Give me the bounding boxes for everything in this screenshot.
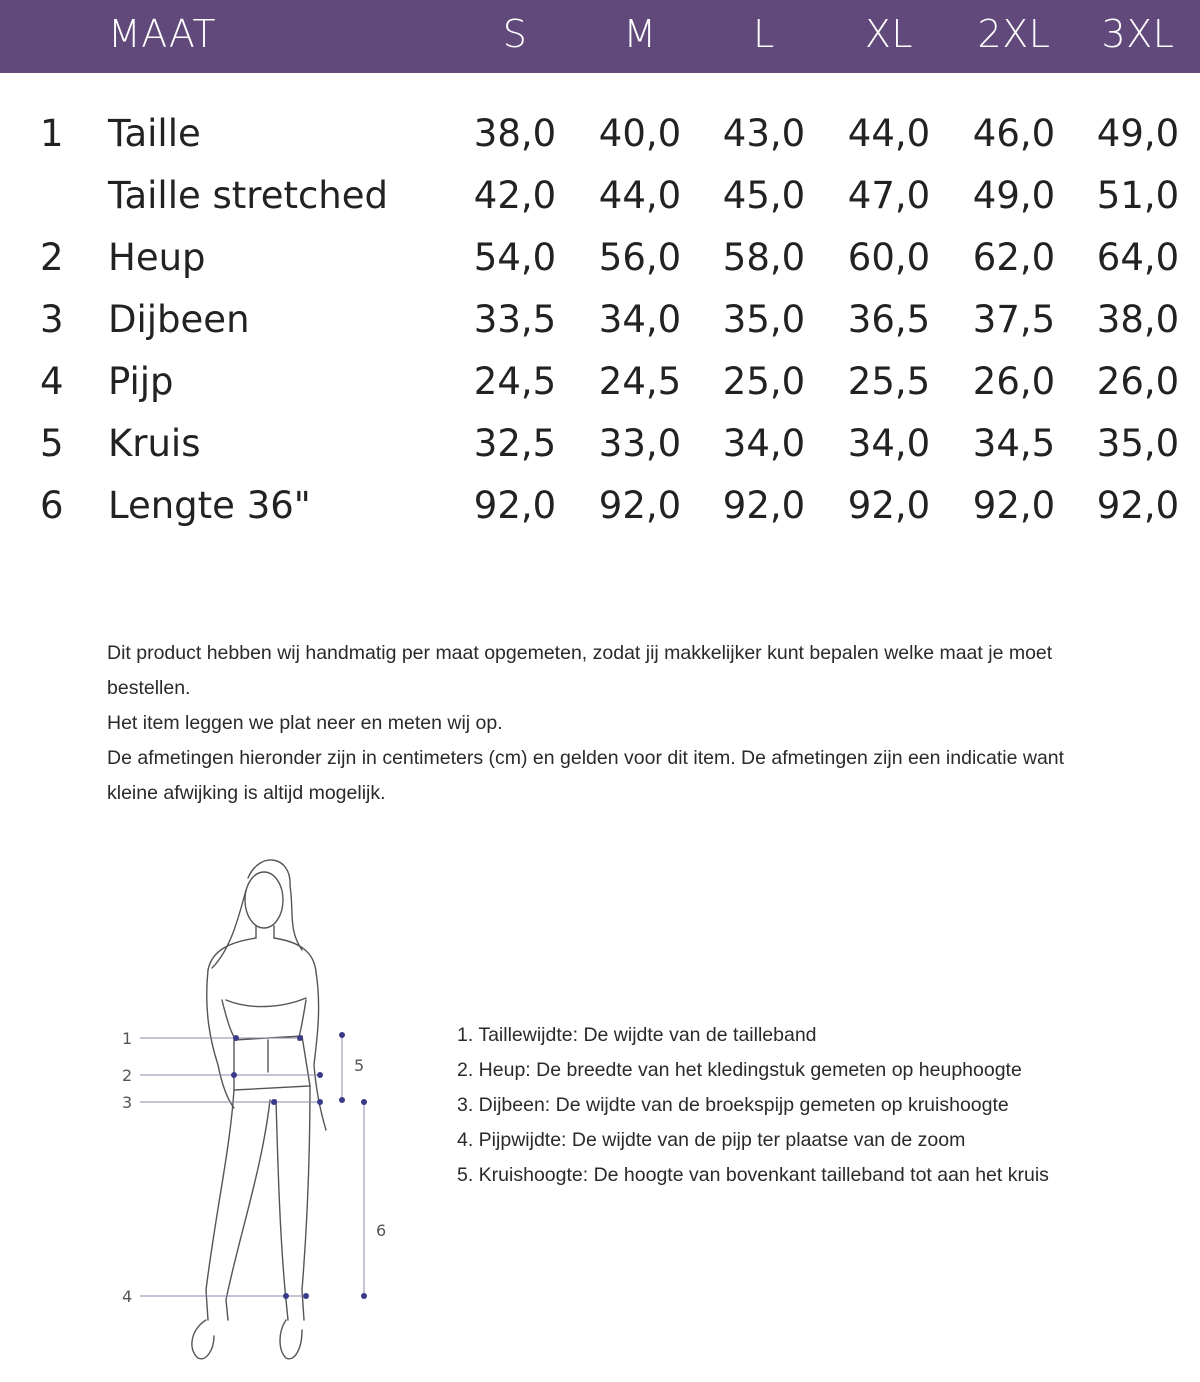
value-cell: 92,0 <box>1096 484 1180 527</box>
size-header-xl: XL <box>864 12 914 56</box>
row-label: Taille <box>108 112 201 155</box>
table-row-heup <box>0 236 1200 298</box>
description-paragraph: De afmetingen hieronder zijn in centimeters (cm) en gelden voor dit item. De afmetingen zijn een indicatie want kleine afwijking is altijd mogelijk. <box>107 747 1065 804</box>
size-header-2xl: 2XL <box>977 12 1051 56</box>
marker-5: 5 <box>354 1056 365 1075</box>
value-cell: 33,5 <box>473 298 557 341</box>
value-cell: 26,0 <box>972 360 1056 403</box>
woman-jeans-illustration <box>110 850 410 1370</box>
measurement-figure <box>110 850 410 1370</box>
value-cell: 58,0 <box>722 236 806 279</box>
value-cell: 54,0 <box>473 236 557 279</box>
measurement-description <box>107 636 1087 811</box>
measurement-legend <box>457 1018 1077 1193</box>
value-cell: 45,0 <box>722 174 806 217</box>
value-cell: 35,0 <box>1096 422 1180 465</box>
value-cell: 44,0 <box>598 174 682 217</box>
marker-3: 3 <box>122 1093 133 1112</box>
marker-2: 2 <box>122 1066 133 1085</box>
value-cell: 92,0 <box>722 484 806 527</box>
value-cell: 56,0 <box>598 236 682 279</box>
marker-6: 6 <box>376 1221 387 1240</box>
value-cell: 92,0 <box>473 484 557 527</box>
size-header-s: S <box>502 12 528 56</box>
value-cell: 43,0 <box>722 112 806 155</box>
value-cell: 25,5 <box>847 360 931 403</box>
size-header-m: M <box>623 12 657 56</box>
value-cell: 35,0 <box>722 298 806 341</box>
table-row-taille-stretched <box>0 174 1200 236</box>
value-cell: 38,0 <box>473 112 557 155</box>
value-cell: 36,5 <box>847 298 931 341</box>
row-label: Heup <box>108 236 206 279</box>
value-cell: 24,5 <box>598 360 682 403</box>
marker-4: 4 <box>122 1287 133 1306</box>
value-cell: 24,5 <box>473 360 557 403</box>
value-cell: 34,0 <box>598 298 682 341</box>
legend-item: 4. Pijpwijdte: De wijdte van de pijp ter plaatse van de zoom <box>457 1129 966 1151</box>
value-cell: 92,0 <box>598 484 682 527</box>
value-cell: 51,0 <box>1096 174 1180 217</box>
value-cell: 25,0 <box>722 360 806 403</box>
value-cell: 34,5 <box>972 422 1056 465</box>
value-cell: 37,5 <box>972 298 1056 341</box>
row-number: 5 <box>40 422 64 465</box>
value-cell: 40,0 <box>598 112 682 155</box>
value-cell: 60,0 <box>847 236 931 279</box>
size-header-3xl: 3XL <box>1101 12 1175 56</box>
size-header-l: L <box>753 12 775 56</box>
value-cell: 49,0 <box>1096 112 1180 155</box>
row-number: 6 <box>40 484 64 527</box>
legend-item: 5. Kruishoogte: De hoogte van bovenkant tailleband tot aan het kruis <box>457 1164 1049 1186</box>
value-cell: 64,0 <box>1096 236 1180 279</box>
value-cell: 44,0 <box>847 112 931 155</box>
table-row-kruis <box>0 422 1200 484</box>
row-label: Taille stretched <box>108 174 389 217</box>
value-cell: 33,0 <box>598 422 682 465</box>
description-paragraph: Dit product hebben wij handmatig per maat opgemeten, zodat jij makkelijker kunt bepalen welke maat je moet bestellen. <box>107 642 1053 699</box>
value-cell: 47,0 <box>847 174 931 217</box>
value-cell: 26,0 <box>1096 360 1180 403</box>
table-row-lengte <box>0 484 1200 546</box>
row-number: 1 <box>40 112 64 155</box>
hair-outline-left <box>212 890 246 968</box>
value-cell: 38,0 <box>1096 298 1180 341</box>
row-label: Dijbeen <box>108 298 250 341</box>
value-cell: 34,0 <box>722 422 806 465</box>
value-cell: 34,0 <box>847 422 931 465</box>
size-header-bar <box>0 0 1200 73</box>
table-row-taille <box>0 112 1200 174</box>
legend-item: 2. Heup: De breedte van het kledingstuk gemeten op heuphoogte <box>457 1059 1022 1081</box>
value-cell: 42,0 <box>473 174 557 217</box>
row-number: 4 <box>40 360 64 403</box>
value-cell: 32,5 <box>473 422 557 465</box>
row-label: Lengte 36" <box>108 484 311 527</box>
description-paragraph: Het item leggen we plat neer en meten wij op. <box>107 712 503 734</box>
value-cell: 46,0 <box>972 112 1056 155</box>
table-row-dijbeen <box>0 298 1200 360</box>
value-cell: 62,0 <box>972 236 1056 279</box>
value-cell: 49,0 <box>972 174 1056 217</box>
marker-1: 1 <box>122 1029 133 1048</box>
head-outline <box>245 872 283 928</box>
row-number: 3 <box>40 298 64 341</box>
jeans-top <box>234 1036 310 1090</box>
legend-item: 1. Taillewijdte: De wijdte van de tailleband <box>457 1024 817 1046</box>
size-header-label: MAAT <box>108 12 217 56</box>
legend-item: 3. Dijbeen: De wijdte van de broekspijp gemeten op kruishoogte <box>457 1094 1009 1116</box>
value-cell: 92,0 <box>847 484 931 527</box>
row-label: Kruis <box>108 422 201 465</box>
row-number: 2 <box>40 236 64 279</box>
table-row-pijp <box>0 360 1200 422</box>
value-cell: 92,0 <box>972 484 1056 527</box>
row-label: Pijp <box>108 360 174 403</box>
